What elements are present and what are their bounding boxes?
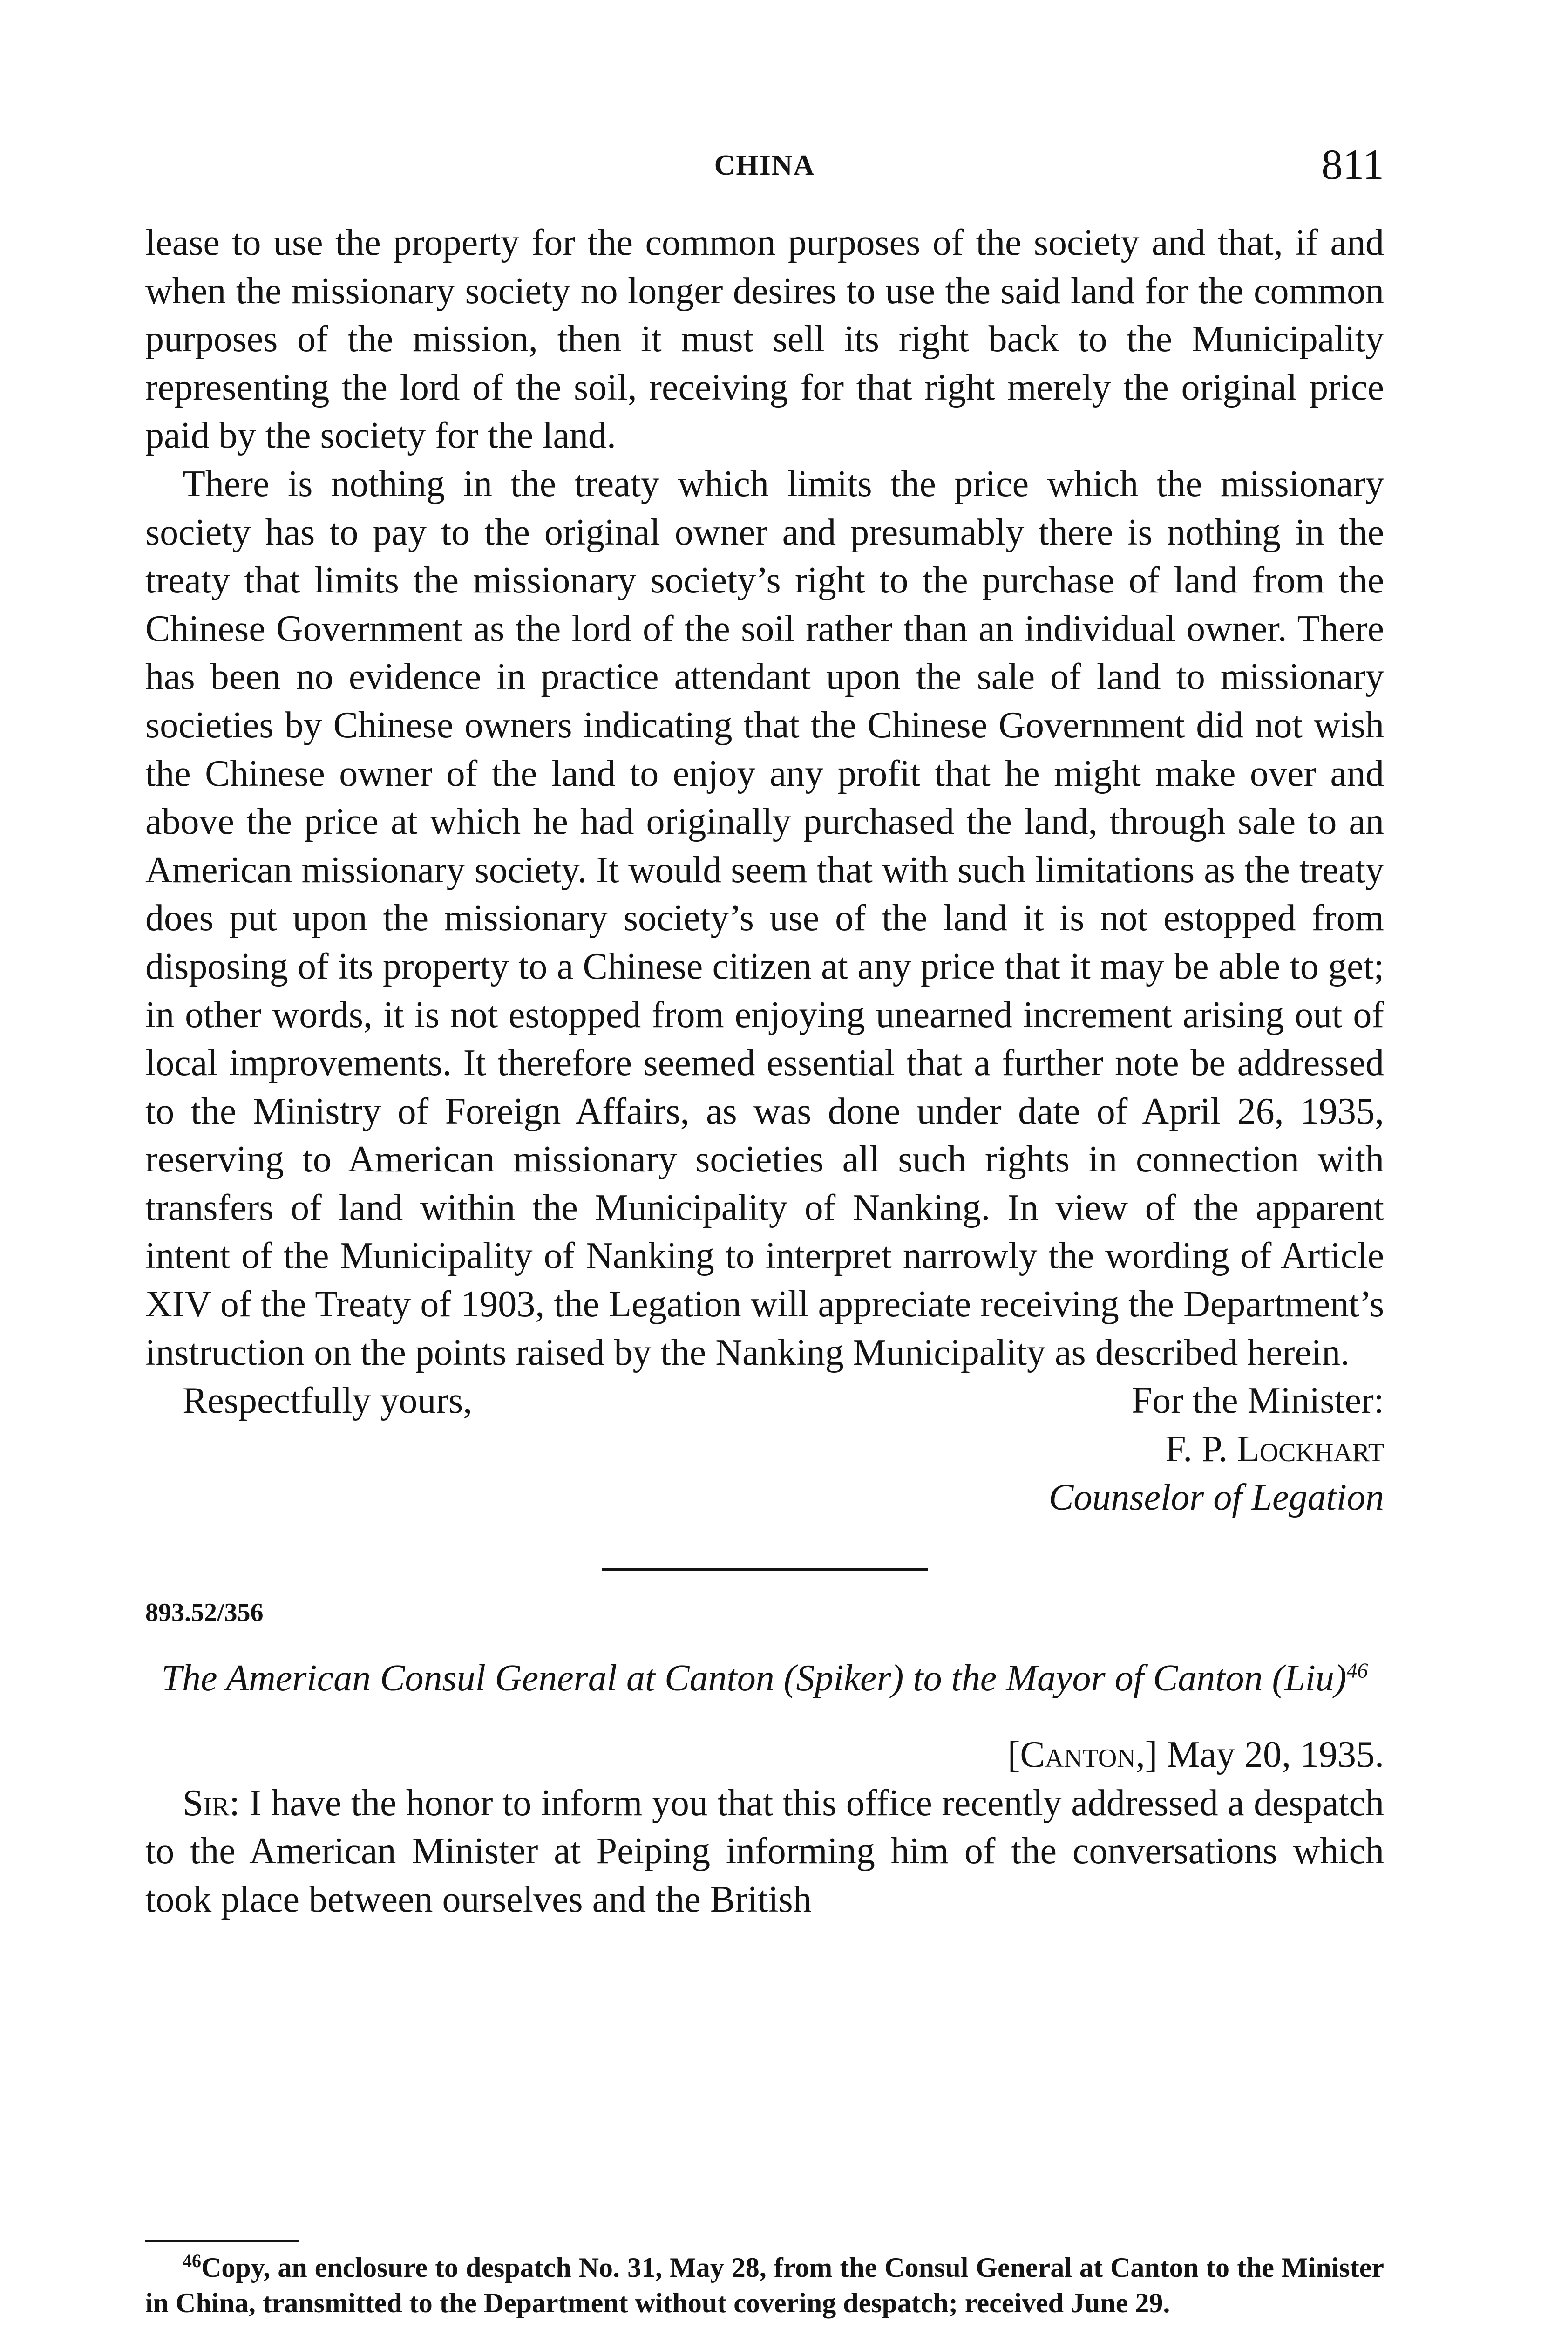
page-body — [145, 219, 1384, 1924]
dateline-date: May 20, 1935. — [1157, 1734, 1384, 1776]
running-title: CHINA — [714, 150, 815, 181]
letter-opening-text: : I have the honor to inform you that this office recently addressed a despatch to the American Minister at Peiping informing him of the conversations which took place between ourselves and the British — [145, 1782, 1384, 1920]
letter-opening-paragraph — [145, 1779, 1384, 1924]
footnote-number: 46 — [183, 2250, 201, 2271]
section-divider — [602, 1568, 928, 1571]
signer-name: F. P. Lockhart — [1165, 1429, 1384, 1470]
signer-title: Counselor of Legation — [1048, 1477, 1384, 1518]
running-head — [145, 140, 1384, 191]
continued-paragraph: lease to use the property for the common purposes of the society and that, if and when the missionary society no longer desires to use the said land for the common purposes of the mission, then it must sell its right back to the Municipality representing the lord of the soil, receiving for that right merely the original price paid by the society for the land. — [145, 222, 1384, 456]
footnote — [145, 2250, 1384, 2321]
for-the-minister: For the Minister: — [1131, 1380, 1384, 1422]
footnote-rule — [145, 2240, 299, 2242]
dateline — [145, 1731, 1384, 1779]
complimentary-close: Respectfully yours, — [183, 1380, 473, 1422]
salutation: Sir — [183, 1782, 230, 1824]
file-number: 893.52/356 — [145, 1598, 264, 1628]
closing-line — [145, 1377, 1384, 1425]
dateline-place: [Canton,] — [1007, 1734, 1158, 1776]
page-number: 811 — [1321, 141, 1384, 188]
document-heading-text: The American Consul General at Canton (Spiker) to the Mayor of Canton (Liu) — [161, 1658, 1347, 1699]
footnote-reference: 46 — [1346, 1658, 1368, 1682]
footnote-text: Copy, an enclosure to despatch No. 31, May 28, from the Consul General at Canton to the Minister in China, transmitted to the Department without covering despatch; received June 29. — [145, 2252, 1384, 2318]
document-heading — [145, 1655, 1384, 1703]
treaty-paragraph: There is nothing in the treaty which limits the price which the missionary society has to pay to the original owner and presumably there is nothing in the treaty that limits the missionary society’s right to the purchase of land from the Chinese Government as the lord of the soil rather than an individual owner. There has been no evidence in practice attendant upon the sale of land to missionary societies by Chinese owners indicating that the Chinese Government did not wish the Chinese owner of the land to enjoy any profit that he might make over and above the price at which he had originally purchased the land, through sale to an American missionary society. It would seem that with such limitations as the treaty does put upon the missionary society’s use of the land it is not estopped from disposing of its property to a Chinese citizen at any price that it may be able to get; in other words, it is not estopped from enjoying unearned increment arising out of local improvements. It therefore seemed essential that a further note be addressed to the Ministry of Foreign Affairs, as was done under date of April 26, 1935, reserving to American missionary societies all such rights in connection with transfers of land within the Municipality of Nanking. In view of the apparent intent of the Municipality of Nanking to interpret narrowly the wording of Article XIV of the Treaty of 1903, the Legation will appreciate receiving the Department’s instruction on the points raised by the Nanking Municipality as described herein. — [145, 463, 1384, 1373]
